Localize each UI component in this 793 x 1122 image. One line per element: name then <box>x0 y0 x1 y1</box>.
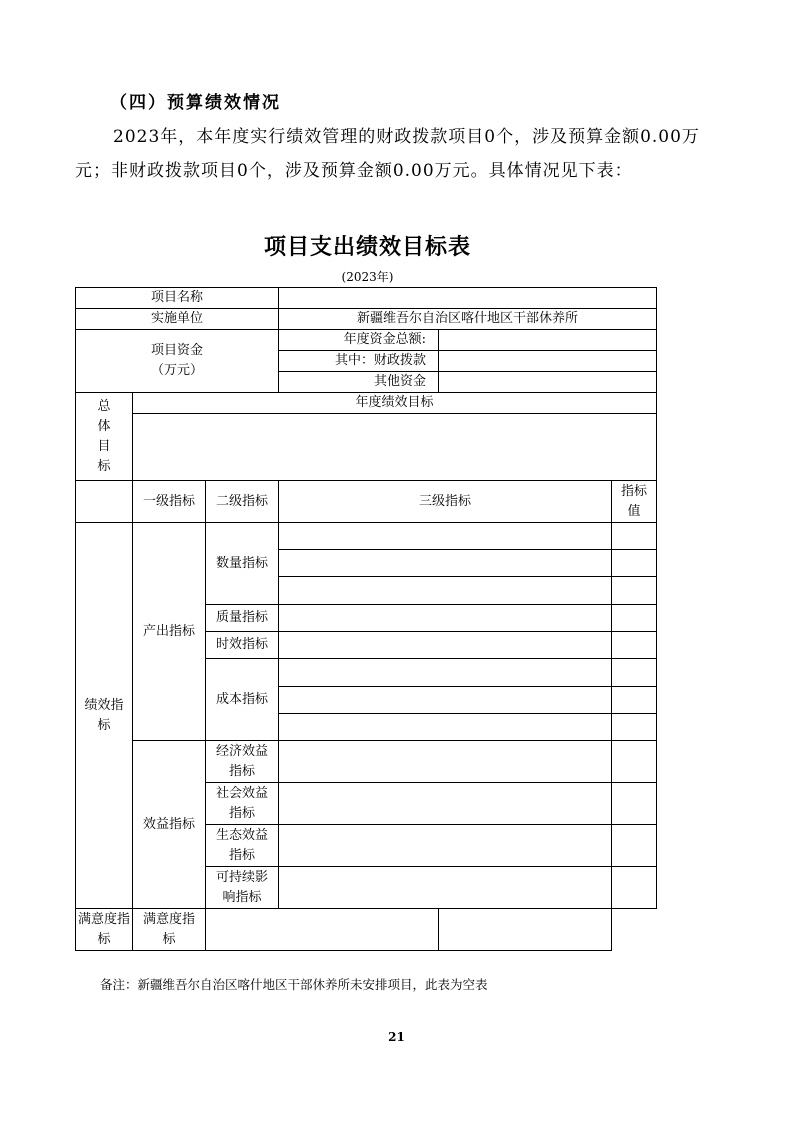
col-level2-header: 二级指标 <box>206 481 279 523</box>
table-row <box>76 309 657 330</box>
level3-cell <box>279 523 612 550</box>
level3-cell <box>279 577 612 605</box>
table-row <box>76 414 657 481</box>
sustainability-label: 可持续影 响指标 <box>206 867 279 909</box>
quality-indicator-label: 质量指标 <box>206 605 279 632</box>
funds-fiscal-label: 其中：财政拨款 <box>279 351 439 372</box>
cost-indicator-label: 成本指标 <box>206 659 279 741</box>
project-name-label: 项目名称 <box>76 288 279 309</box>
funds-other-value <box>439 372 657 393</box>
timeliness-indicator-label: 时效指标 <box>206 632 279 659</box>
value-cell <box>612 605 657 632</box>
value-cell <box>612 550 657 577</box>
benefit-indicator-label: 效益指标 <box>133 741 206 909</box>
funds-other-label: 其他资金 <box>279 372 439 393</box>
funds-total-label: 年度资金总额: <box>279 330 439 351</box>
ecological-benefit-label: 生态效益 指标 <box>206 825 279 867</box>
value-cell <box>612 783 657 825</box>
level3-cell <box>279 659 612 687</box>
economic-benefit-label: 经济效益 指标 <box>206 741 279 783</box>
value-cell <box>612 523 657 550</box>
table-row <box>76 741 657 762</box>
project-name-value <box>279 288 657 309</box>
value-cell <box>612 825 657 867</box>
value-cell <box>439 909 612 951</box>
value-cell <box>612 632 657 659</box>
annual-goal-label: 年度绩效目标 <box>133 393 657 414</box>
value-cell <box>612 714 657 741</box>
table-title: 项目支出绩效目标表 <box>263 235 471 260</box>
table-row <box>76 523 657 550</box>
quantity-indicator-label: 数量指标 <box>206 523 279 605</box>
col-value-header: 指标 值 <box>612 481 657 523</box>
funds-label-line1: 项目资金 <box>151 343 204 358</box>
table-row <box>76 330 657 351</box>
funds-label-line2: （万元） <box>151 363 204 378</box>
level3-cell <box>279 632 612 659</box>
performance-target-table <box>75 287 657 951</box>
table-row <box>76 909 657 951</box>
blank-header-cell <box>76 481 133 523</box>
level3-cell <box>279 550 612 577</box>
page-number: 21 <box>388 1030 405 1044</box>
col-level1-header: 一级指标 <box>133 481 206 523</box>
funds-fiscal-value <box>439 351 657 372</box>
value-cell <box>612 577 657 605</box>
level3-cell <box>279 714 612 741</box>
value-cell <box>612 867 657 909</box>
unit-value: 新疆维吾尔自治区喀什地区干部休养所 <box>279 309 657 330</box>
satisfaction-level2-label: 满意度指 标 <box>133 909 206 951</box>
funds-label <box>76 330 279 393</box>
level3-cell <box>206 909 439 951</box>
level3-cell <box>279 741 612 783</box>
funds-total-value <box>439 330 657 351</box>
section-title: （四）预算绩效情况 <box>110 93 281 113</box>
overall-goal-label: 总 体 目 标 <box>76 393 133 481</box>
table-row <box>76 393 657 414</box>
perf-indicator-label: 绩效指 标 <box>76 523 133 909</box>
level3-cell <box>279 783 612 825</box>
level3-cell <box>279 605 612 632</box>
annual-goal-value <box>133 414 657 481</box>
output-indicator-label: 产出指标 <box>133 523 206 741</box>
satisfaction-level1-label: 满意度指 标 <box>76 909 133 951</box>
level3-cell <box>279 825 612 867</box>
col-level3-header: 三级指标 <box>279 481 612 523</box>
value-cell <box>612 741 657 783</box>
unit-label: 实施单位 <box>76 309 279 330</box>
table-row <box>76 288 657 309</box>
value-cell <box>612 687 657 714</box>
value-cell <box>612 659 657 687</box>
table-note: 备注：新疆维吾尔自治区喀什地区干部休养所未安排项目，此表为空表 <box>100 977 488 992</box>
level3-cell <box>279 687 612 714</box>
table-header-row <box>76 481 657 523</box>
table-year: (2023年) <box>341 270 394 284</box>
level3-cell <box>279 867 612 909</box>
budget-performance-paragraph: 2023年，本年度实行绩效管理的财政拨款项目0个，涉及预算金额0.00万元；非财政拨款项目0个，涉及预算金额0.00万元。具体情况见下表： <box>75 127 700 181</box>
social-benefit-label: 社会效益 指标 <box>206 783 279 825</box>
